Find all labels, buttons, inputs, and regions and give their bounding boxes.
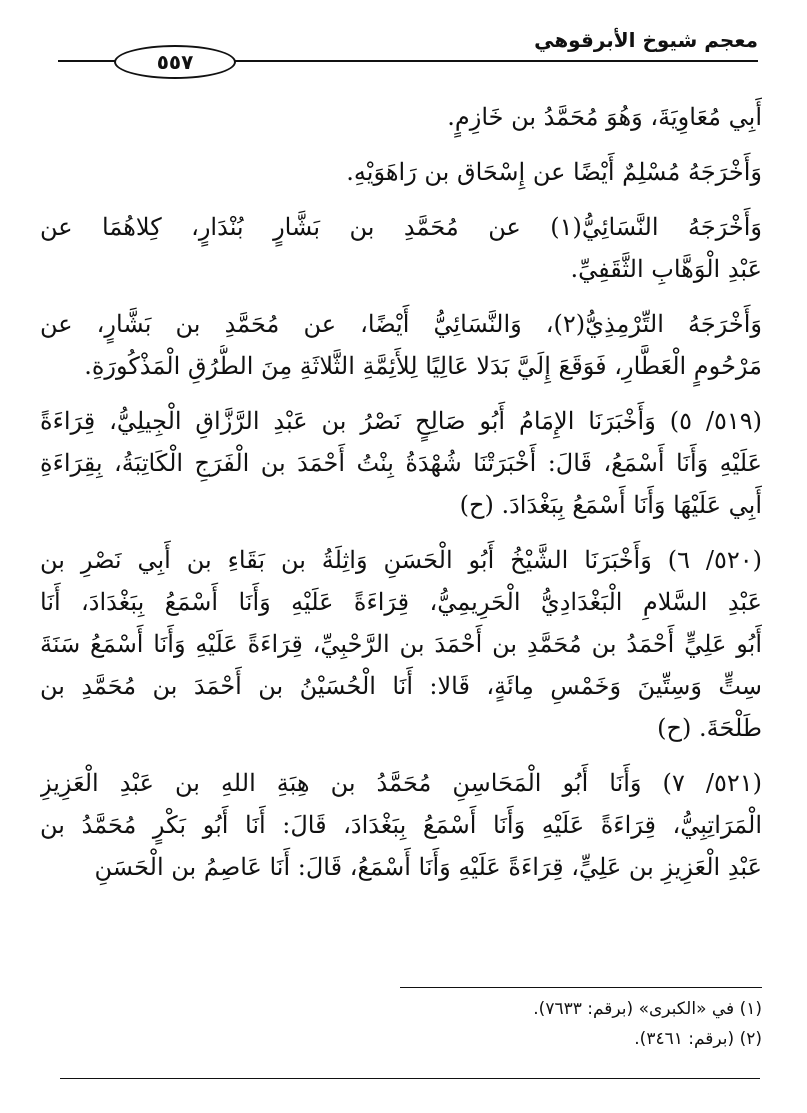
paragraph xyxy=(40,303,762,387)
text-line: وَأَخْرَجَهُ التِّرْمِذِيُّ(٢)، وَالنَّسَائِيُّ أَيْضًا، عن مُحَمَّدِ بن بَشَّارٍ، عن xyxy=(40,310,762,338)
text-line: عَبْدِ السَّلامِ الْبَغْدَادِيُّ الْحَرِيمِيُّ، قِرَاءَةً عَلَيْهِ وَأَنَا أَسْمَعُ بِبَغْدَادَ، أَنَا xyxy=(40,588,762,616)
text-line: وَأَخْرَجَهُ النَّسَائِيُّ(١) عن مُحَمَّدِ بن بَشَّارٍ بُنْدَارٍ، كِلاهُمَا عن xyxy=(40,213,762,241)
footnotes xyxy=(40,994,762,1054)
book-title: معجم شيوخ الأبرقوهي xyxy=(534,28,758,52)
text-line: أَبِي مُعَاوِيَةَ، وَهُوَ مُحَمَّدُ بن خَازِمٍ. xyxy=(447,103,762,131)
page-body xyxy=(40,96,762,888)
paragraph-gap xyxy=(40,193,762,206)
text-line: عَبْدِ الْعَزِيزِ بن عَلِيٍّ، قِرَاءَةً عَلَيْهِ وَأَنَا أَسْمَعُ، قَالَ: أَنَا عَاصِمُ بن الْحَسَنِ xyxy=(94,853,762,881)
text-line: عَبْدِ الْوَهَّابِ الثَّقَفِيِّ. xyxy=(570,255,762,283)
paragraph-gap xyxy=(40,526,762,539)
page-header xyxy=(58,22,758,74)
text-line: وَأَخْرَجَهُ مُسْلِمٌ أَيْضًا عن إِسْحَاق بن رَاهَوَيْهِ. xyxy=(346,158,762,186)
paragraph xyxy=(40,400,762,526)
text-line: طَلْحَةَ. (ح) xyxy=(657,714,762,742)
paragraph-gap xyxy=(40,387,762,400)
text-line: عَلَيْهِ وَأَنَا أَسْمَعُ، قَالَ: أَخْبَرَتْنَا شُهْدَةُ بِنْتُ أَحْمَدَ بن الْفَرَجِ الْكَاتِبَةُ، بِقِرَاءَةِ xyxy=(40,449,762,477)
text-line: أَبُو عَلِيٍّ أَحْمَدُ بن مُحَمَّدِ بن أَحْمَدَ بن الرَّحْبِيِّ، قِرَاءَةً عَلَيْهِ وَأَنَا أَسْمَعُ سَنَةَ xyxy=(40,630,762,658)
paragraph-gap xyxy=(40,290,762,303)
text-line: الْمَرَاتِبِيُّ، قِرَاءَةً عَلَيْهِ وَأَنَا أَسْمَعُ بِبَغْدَادَ، قَالَ: أَنَا أَبُو بَكْرٍ مُحَمَّدُ بن xyxy=(40,811,762,839)
paragraph-gap xyxy=(40,749,762,762)
paragraph-gap xyxy=(40,138,762,151)
text-line: مَرْحُومٍ الْعَطَّارِ، فَوَقَعَ إِلَيَّ بَدَلا عَالِيًا لِلأَئِمَّةِ الثَّلاثَةِ مِنَ الطُّرُقِ الْمَذْكُورَةِ. xyxy=(84,352,762,380)
bottom-rule xyxy=(60,1078,760,1079)
text-line: سِتٍّ وَسِتِّينَ وَخَمْسِ مِائَةٍ، قَالا: أَنَا الْحُسَيْنُ بن أَحْمَدَ بن مُحَمَّدِ بن xyxy=(40,672,762,700)
paragraph xyxy=(40,762,762,888)
paragraph xyxy=(40,96,762,138)
text-line: (٥٢٠/ ٦) وَأَخْبَرَنَا الشَّيْخُ أَبُو الْحَسَنِ وَاثِلَةُ بن بَقَاءِ بن أَبِي نَصْرِ بن xyxy=(40,546,762,574)
paragraph xyxy=(40,539,762,749)
paragraph xyxy=(40,206,762,290)
text-line: (٥١٩/ ٥) وَأَخْبَرَنَا الإِمَامُ أَبُو صَالِحٍ نَصْرُ بن عَبْدِ الرَّزَّاقِ الْجِيلِيُّ، قِرَاءَةً xyxy=(40,407,762,435)
page-number-badge: ٥٥٧ xyxy=(114,45,236,79)
footnote-2: (٢) (برقم: ٣٤٦١). xyxy=(634,1029,762,1049)
footnote-1: (١) في «الكبرى» (برقم: ٧٦٣٣). xyxy=(533,999,762,1019)
text-line: أَبِي عَلَيْهَا وَأَنَا أَسْمَعُ بِبَغْدَادَ. (ح) xyxy=(459,491,762,519)
text-line: (٥٢١/ ٧) وَأَنَا أَبُو الْمَحَاسِنِ مُحَمَّدُ بن هِبَةِ اللهِ بن عَبْدِ الْعَزِيزِ xyxy=(40,769,762,797)
footnote-separator xyxy=(400,987,762,988)
paragraph xyxy=(40,151,762,193)
